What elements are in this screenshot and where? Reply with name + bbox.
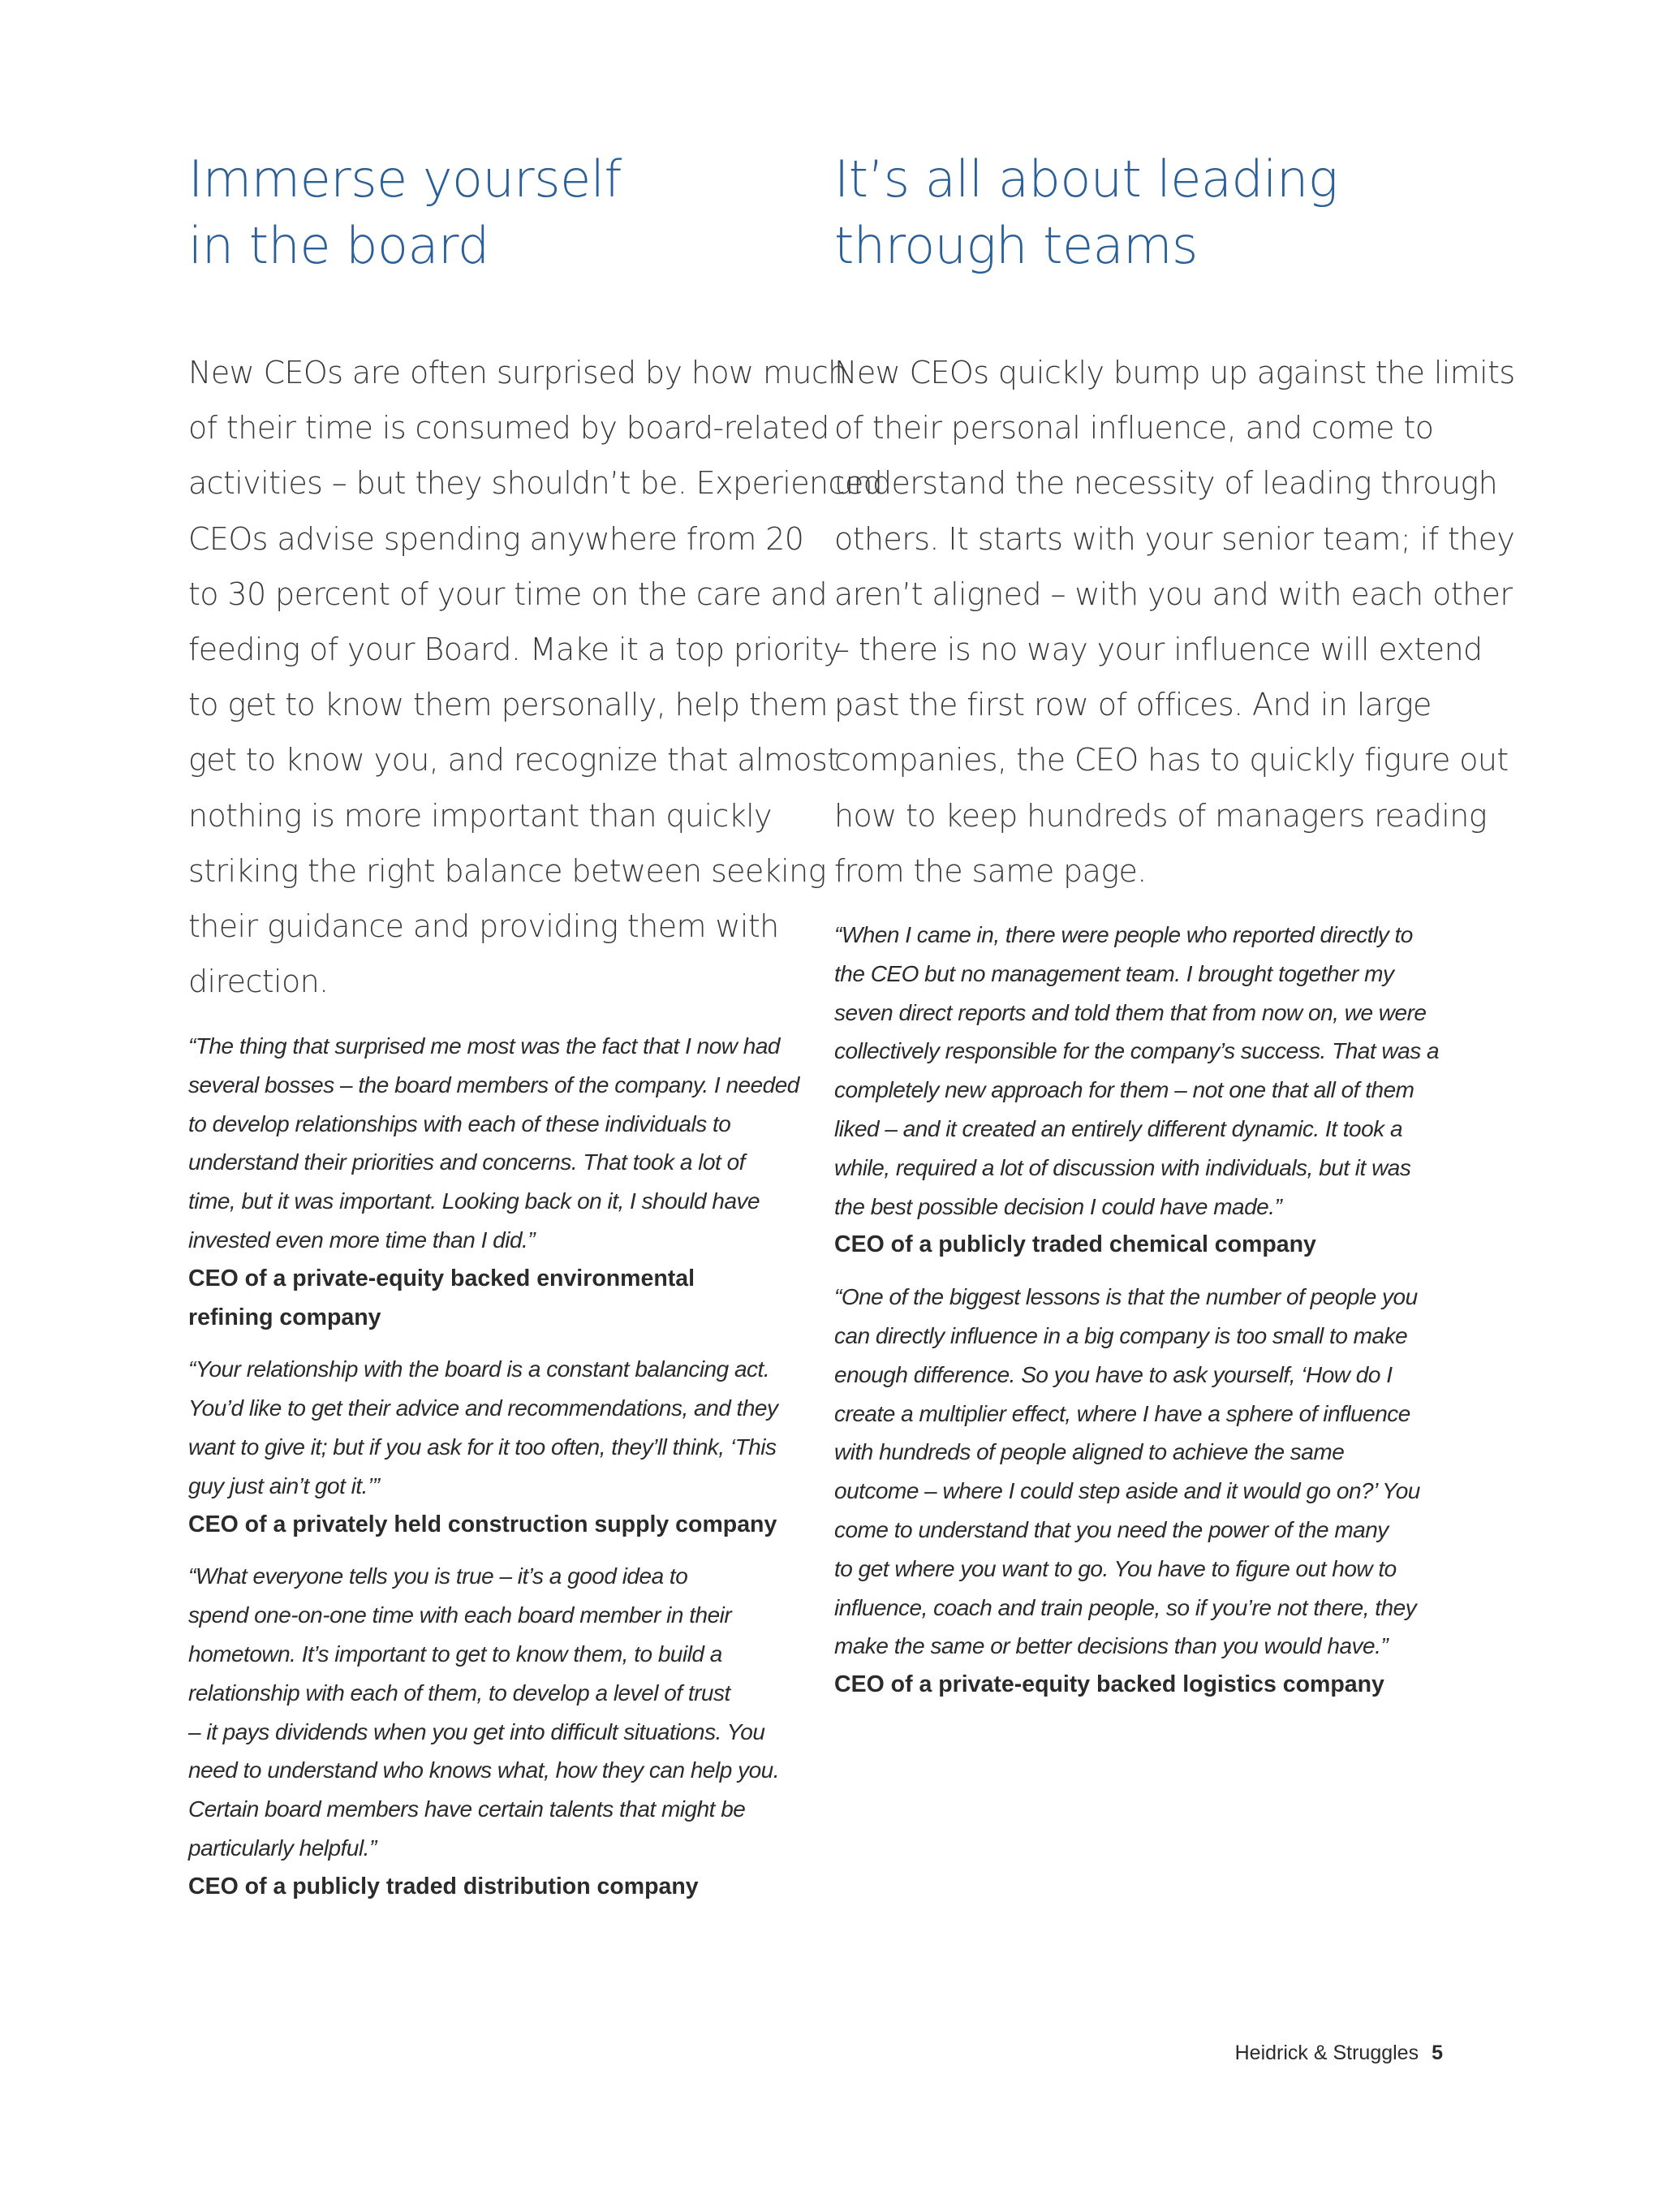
page-footer	[1235, 2042, 1443, 2065]
quote-line: influence, coach and train people, so if you’re not there, they	[834, 1594, 1417, 1620]
quote-line: while, required a lot of discussion with individuals, but it was	[834, 1154, 1411, 1180]
quote-line: “What everyone tells you is true – it’s a good idea to	[188, 1563, 688, 1589]
quote-line: the CEO but no management team. I brought together my	[834, 960, 1394, 986]
quote-line: You’d like to get their advice and recommendations, and they	[188, 1395, 778, 1421]
quote-line: completely new approach for them – not one that all of them	[834, 1077, 1414, 1103]
quote-line: “Your relationship with the board is a constant balancing act.	[188, 1356, 770, 1382]
body-line: of their personal influence, and come to	[834, 410, 1434, 446]
quote	[834, 916, 1451, 1226]
heading-line: Immerse yourself	[188, 149, 622, 209]
quote-line: want to give it; but if you ask for it too often, they’ll think, ‘This	[188, 1434, 777, 1460]
body-line: New CEOs quickly bump up against the limits	[834, 355, 1515, 390]
quote-line: “The thing that surprised me most was the fact that I now had	[188, 1033, 780, 1059]
body-line: past the first row of offices. And in large	[834, 687, 1432, 723]
right-body-paragraph	[834, 345, 1515, 899]
quote-line: to get where you want to go. You have to figure out how to	[834, 1555, 1397, 1581]
quote-line: guy just ain’t got it.’”	[188, 1473, 380, 1498]
quote-line: come to understand that you need the power of the many	[834, 1516, 1389, 1542]
quote-line: Certain board members have certain talents that might be	[188, 1796, 746, 1822]
right-heading	[834, 146, 1338, 279]
quote-attribution	[188, 1506, 805, 1545]
right-quotes	[834, 916, 1451, 1718]
footer-brand: Heidrick & Struggles	[1234, 2042, 1419, 2064]
body-line: feeding of your Board. Make it a top priority	[188, 632, 842, 668]
attribution-line: refining company	[188, 1304, 381, 1330]
left-quotes	[188, 1027, 805, 1920]
heading-line: through teams	[834, 216, 1198, 275]
quote-line: outcome – where I could step aside and it would go on?’ You	[834, 1478, 1420, 1504]
body-line: aren’t aligned – with you and with each other	[834, 576, 1513, 612]
quote	[188, 1027, 805, 1260]
body-line: companies, the CEO has to quickly figure out	[834, 742, 1509, 778]
quote-line: understand their priorities and concerns. That took a lot of	[188, 1149, 745, 1175]
quote-line: “One of the biggest lessons is that the number of people you	[834, 1284, 1418, 1310]
quote-line: can directly influence in a big company is too small to make	[834, 1322, 1408, 1348]
quote-line: liked – and it created an entirely different dynamic. It took a	[834, 1115, 1403, 1141]
quote-line: relationship with each of them, to develop a level of trust	[188, 1679, 730, 1705]
quote-line: hometown. It’s important to get to know them, to build a	[188, 1641, 722, 1667]
body-line: direction.	[188, 964, 329, 1000]
attribution-line: CEO of a privately held construction supply company	[188, 1511, 777, 1537]
body-line: CEOs advise spending anywhere from 20	[188, 520, 804, 557]
body-line: from the same page.	[834, 852, 1147, 889]
body-line: activities – but they shouldn’t be. Experienced	[188, 465, 883, 502]
quote-line: make the same or better decisions than you would have.”	[834, 1633, 1389, 1659]
body-line: New CEOs are often surprised by how much	[188, 355, 847, 390]
heading-line: in the board	[188, 216, 489, 275]
quote	[188, 1350, 805, 1505]
left-body-paragraph	[188, 345, 883, 1009]
quote-line: create a multiplier effect, where I have a sphere of influence	[834, 1400, 1410, 1426]
body-line: understand the necessity of leading through	[834, 465, 1498, 502]
attribution-line: CEO of a private-equity backed environmental	[188, 1265, 695, 1291]
body-line: striking the right balance between seeking	[188, 852, 826, 889]
body-line: others. It starts with your senior team; if they	[834, 520, 1515, 557]
attribution-line: CEO of a publicly traded distribution company	[188, 1873, 699, 1899]
body-line: to get to know them personally, help them	[188, 687, 828, 723]
body-line: to 30 percent of your time on the care and	[188, 576, 828, 612]
quote-attribution	[834, 1226, 1451, 1265]
body-line: of their time is consumed by board-related	[188, 410, 829, 446]
quote-line: spend one-on-one time with each board member in their	[188, 1602, 732, 1628]
quote-line: enough difference. So you have to ask yourself, ‘How do I	[834, 1361, 1393, 1387]
quote-attribution	[188, 1260, 805, 1338]
quote-line: – it pays dividends when you get into difficult situations. You	[188, 1718, 765, 1744]
heading-line: It’s all about leading	[834, 149, 1338, 209]
quote	[188, 1557, 805, 1867]
quote	[834, 1278, 1451, 1666]
body-line: how to keep hundreds of managers reading	[834, 797, 1487, 834]
quote-attribution	[188, 1868, 805, 1907]
body-line: get to know you, and recognize that almost	[188, 742, 839, 778]
quote-line: with hundreds of people aligned to achieve the same	[834, 1439, 1345, 1465]
body-line: – there is no way your influence will extend	[834, 632, 1483, 668]
quote-line: need to understand who knows what, how they can help you.	[188, 1757, 779, 1783]
body-line: nothing is more important than quickly	[188, 797, 772, 834]
quote-line: particularly helpful.”	[188, 1835, 377, 1861]
quote-attribution	[834, 1666, 1451, 1705]
quote-line: several bosses – the board members of the company. I needed	[188, 1072, 799, 1097]
quote-line: collectively responsible for the company’s success. That was a	[834, 1038, 1440, 1064]
quote-line: time, but it was important. Looking back on it, I should have	[188, 1188, 760, 1214]
attribution-line: CEO of a publicly traded chemical company	[834, 1231, 1316, 1258]
quote-line: to develop relationships with each of these individuals to	[188, 1110, 731, 1136]
attribution-line: CEO of a private-equity backed logistics company	[834, 1671, 1384, 1698]
quote-line: the best possible decision I could have made.”	[834, 1193, 1282, 1219]
quote-line: invested even more time than I did.”	[188, 1227, 536, 1253]
page-number: 5	[1432, 2042, 1443, 2064]
left-heading	[188, 146, 622, 279]
body-line: their guidance and providing them with	[188, 908, 779, 945]
quote-line: seven direct reports and told them that from now on, we were	[834, 999, 1427, 1025]
quote-line: “When I came in, there were people who reported directly to	[834, 922, 1413, 947]
